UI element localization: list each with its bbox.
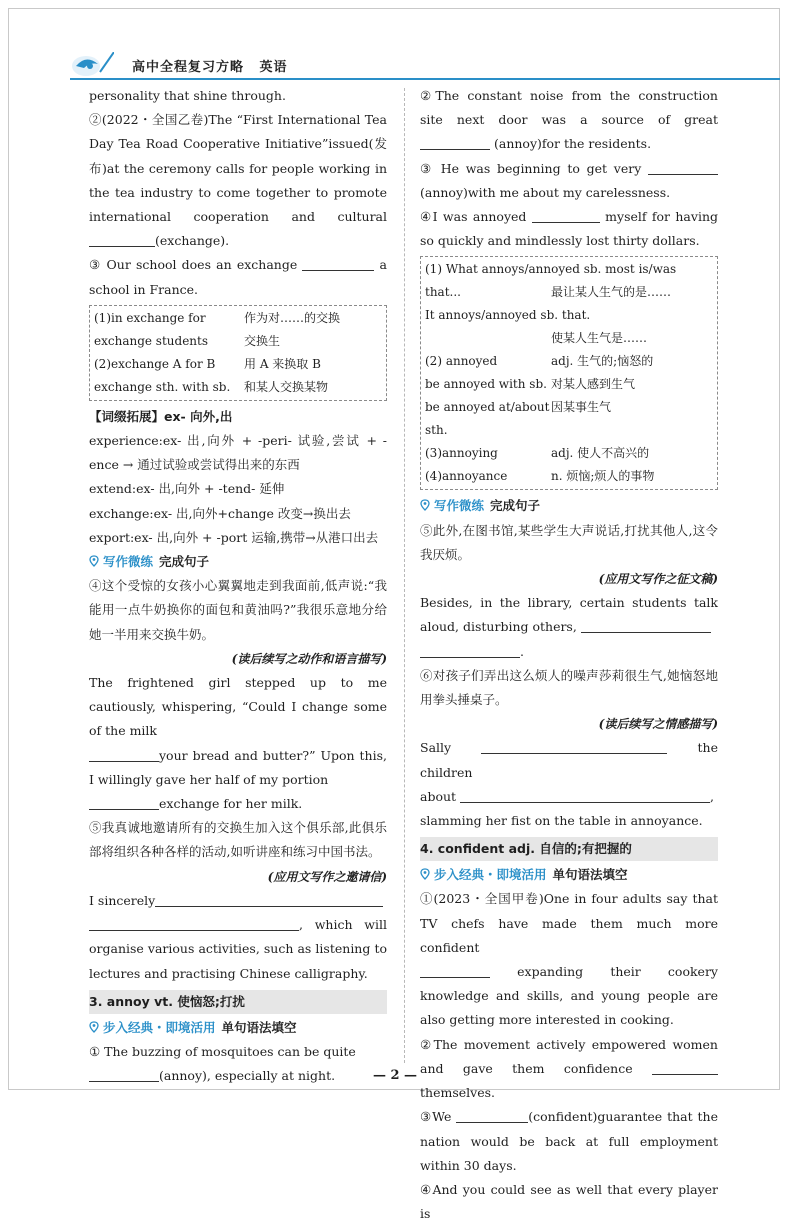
- right-p6e4: slamming her fist on the table in annoyance.: [420, 813, 703, 829]
- word-extension-2: extend:ex- 出,向外 + -tend- 延伸: [89, 481, 285, 497]
- header-logo-icon: [70, 52, 114, 78]
- right-p8: ②The movement actively empowered women and gave them confidence themselves.: [420, 1036, 718, 1101]
- right-src6: (读后续写之情感描写): [598, 717, 718, 732]
- right-p1: ②The constant noise from the construction site next door was a source of great (annoy)for the residents.: [420, 88, 718, 152]
- word-extension-4: export:ex- 出,向外 + -port 运输,携带→从港口出去: [89, 529, 379, 545]
- column-divider: [404, 88, 405, 1063]
- left-p3: ③ Our school does an exchange a school in France.: [89, 257, 388, 297]
- phrase-row: (1)in exchange for 作为对……的交换: [94, 310, 341, 325]
- word-extension-3: exchange:ex- 出,向外+change 改变→换出去: [89, 505, 351, 521]
- answer-blank[interactable]: [155, 892, 383, 907]
- location-pin-icon: [89, 1021, 99, 1033]
- phrase-row: that... 最让某人生气的是……: [425, 285, 672, 300]
- answer-blank[interactable]: [460, 788, 710, 803]
- phrase-row: It annoys/annoyed sb. that.: [425, 308, 591, 323]
- location-pin-icon: [89, 555, 99, 567]
- phrase-row: exchange students 交换生: [94, 333, 281, 348]
- answer-blank[interactable]: [581, 618, 711, 633]
- right-p10: ④And you could see as well that every player is: [420, 1181, 718, 1222]
- answer-blank[interactable]: [89, 916, 299, 931]
- left-p4e2: your bread and butter?” Upon this, I willingly gave her half of my portion: [89, 747, 387, 787]
- phrase-row: be annoyed at/about sth. 因某事生气: [425, 400, 612, 438]
- answer-blank[interactable]: [420, 643, 520, 658]
- phrase-box-exchange: [89, 305, 387, 401]
- left-p1: personality that shine through.: [89, 88, 286, 103]
- left-p6b: (annoy), especially at night.: [89, 1064, 387, 1088]
- header-title: [132, 56, 288, 75]
- left-p5e1: I sincerely: [89, 889, 387, 913]
- answer-blank[interactable]: [420, 963, 490, 978]
- right-p9: ③We (confident)guarantee that the nation would be back at full employment within 30 days.: [420, 1109, 718, 1173]
- phrase-row: (2) annoyed adj. 生气的;恼怒的: [425, 354, 654, 369]
- right-p6: ⑥对孩子们弄出这么烦人的噪声莎莉很生气,她恼怒地用拳头捶桌子。: [420, 667, 718, 708]
- phrase-line: (1) What annoys/annoyed sb. most is/was: [425, 262, 677, 277]
- book-title: 高中全程复习方略: [132, 60, 245, 75]
- subject-title: 英语: [259, 60, 288, 75]
- location-pin-icon: [420, 868, 430, 880]
- phrase-row: (4)annoyance n. 烦恼;烦人的事物: [425, 469, 655, 484]
- phrase-row: (2)exchange A for B 用 A 来换取 B: [94, 356, 321, 371]
- location-pin-icon: [420, 499, 430, 511]
- right-p6e1: Sally the children: [420, 740, 718, 780]
- left-p5e2: , which will organise various activities, such as listening to lectures and practising Chinese calligraphy.: [89, 917, 387, 981]
- left-column: [89, 84, 387, 1088]
- left-src5: (应用文写作之邀请信): [267, 869, 387, 884]
- left-p4: ④这个受惊的女孩小心翼翼地走到我面前,低声说:“我能用一点牛奶换你的面包和黄油吗?”我很乐意地分给她一半用来交换牛奶。: [89, 578, 387, 642]
- left-p5: ⑤我真诚地邀请所有的交换生加入这个俱乐部,此俱乐部将组织各种各样的活动,如听讲座和练习中国书法。: [89, 820, 387, 860]
- answer-blank[interactable]: [481, 739, 667, 754]
- right-p3: ④I was annoyed myself for having so quickly and mindlessly lost thirty dollars.: [420, 209, 719, 249]
- answer-blank[interactable]: [648, 160, 718, 175]
- left-p2: ②(2022・全国乙卷)The “First International Tea Day Tea Road Cooperative Initiative”issued(发布)at the ceremony calls for people working in the tea industry to come together to promote international cooperation and cultural (exchange).: [89, 112, 387, 249]
- answer-blank[interactable]: [532, 208, 600, 223]
- page-header: [70, 52, 784, 78]
- section-4-heading: 4. confident adj. 自信的;有把握的: [420, 837, 718, 861]
- left-p4e3: exchange for her milk.: [89, 792, 387, 816]
- phrase-box-annoy: [420, 256, 718, 490]
- right-p7b: expanding their cookery knowledge and skills, and young people are also getting more interested in cooking.: [420, 964, 718, 1028]
- left-src4: (读后续写之动作和语言描写): [231, 651, 387, 666]
- section-3-heading: 3. annoy vt. 使恼怒;打扰: [89, 990, 387, 1014]
- answer-blank[interactable]: [89, 232, 155, 247]
- phrase-row: (3)annoying adj. 使人不高兴的: [425, 446, 650, 461]
- right-column: [420, 84, 718, 1226]
- phrase-row: be annoyed with sb. 对某人感到生气: [425, 377, 636, 392]
- right-p2: ③ He was beginning to get very (annoy)with me about my carelessness.: [420, 157, 718, 205]
- right-p5: ⑤此外,在图书馆,某些学生大声说话,打扰其他人,这令我厌烦。: [420, 522, 718, 562]
- header-rule: [70, 78, 780, 80]
- left-p4e1: The frightened girl stepped up to me cautiously, whispering, “Could I change some of the milk: [89, 675, 387, 739]
- section-tag-classic: 步入经典・即境活用 单句语法填空: [420, 863, 718, 887]
- page-number: — 2 —: [372, 1068, 418, 1083]
- right-src5: (应用文写作之征文稿): [598, 572, 718, 587]
- section-tag-writing: 写作微练 完成句子: [420, 494, 718, 518]
- word-extension-title: 【词缀拓展】ex- 向外,出: [89, 408, 233, 424]
- answer-blank[interactable]: [302, 256, 374, 271]
- phrase-row: 使某人生气是……: [551, 331, 648, 346]
- answer-blank[interactable]: [456, 1108, 528, 1123]
- word-extension-1: experience:ex- 出,向外 + -peri- 试验,尝试 + -ence → 通过试验或尝试得出来的东西: [89, 433, 387, 473]
- right-p7a: ①(2023・全国甲卷)One in four adults say that TV chefs have made them much more confident: [420, 891, 718, 955]
- left-p6a: ① The buzzing of mosquitoes can be quite: [89, 1043, 356, 1059]
- answer-blank[interactable]: [89, 747, 159, 762]
- answer-blank[interactable]: [89, 795, 159, 810]
- section-tag-writing: 写作微练 完成句子: [89, 550, 387, 574]
- right-p5e: Besides, in the library, certain students talk aloud, disturbing others,: [420, 595, 718, 635]
- answer-blank[interactable]: [420, 135, 490, 150]
- right-p6e3: about ,: [420, 788, 715, 804]
- section-tag-classic: 步入经典・即境活用 单句语法填空: [89, 1016, 387, 1040]
- right-p5e-line2: .: [420, 640, 718, 664]
- phrase-row: exchange sth. with sb. 和某人交换某物: [94, 379, 329, 394]
